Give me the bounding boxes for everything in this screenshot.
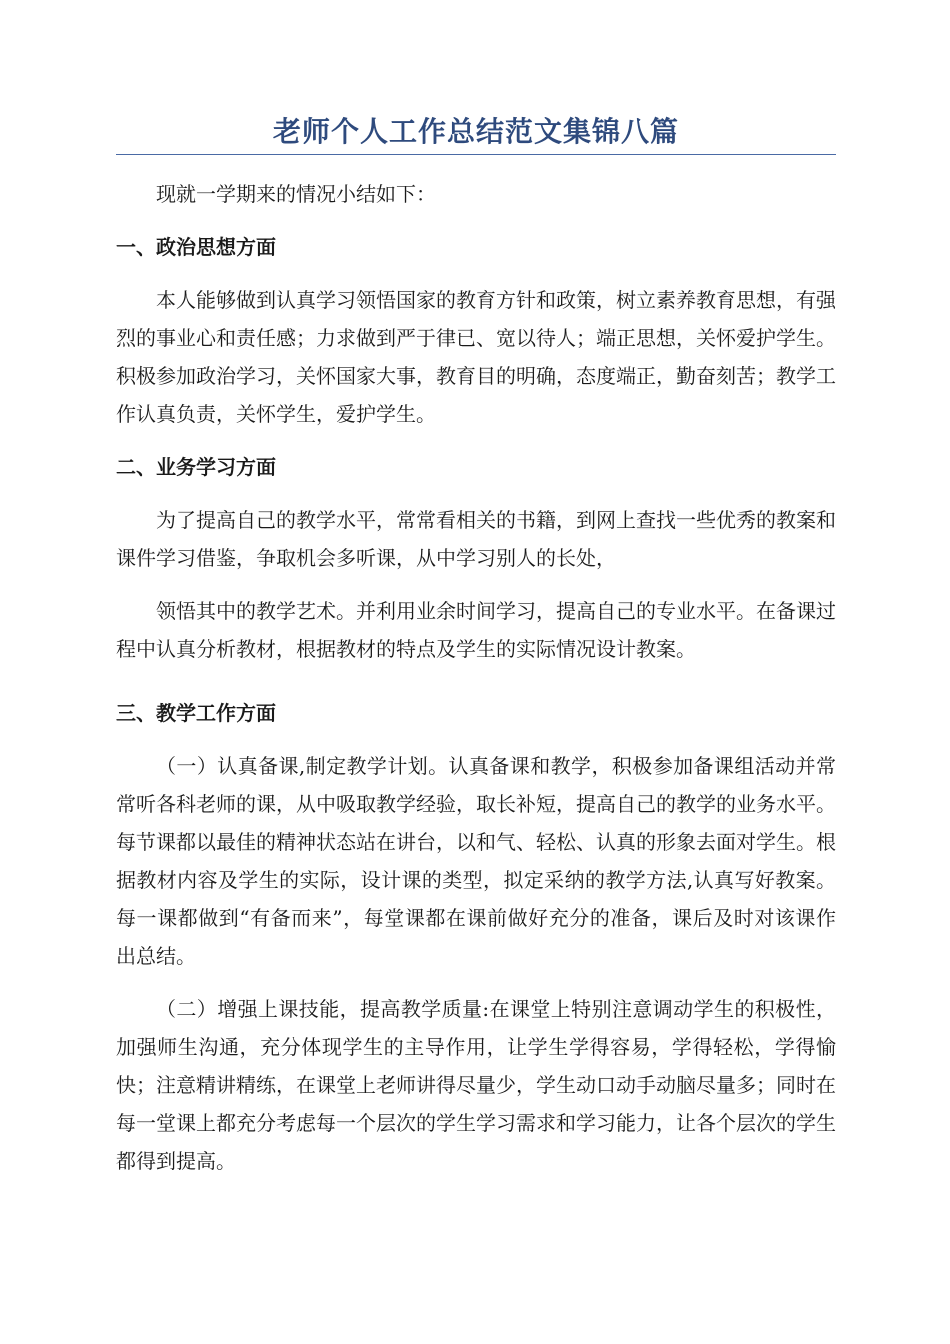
paragraph-teaching-2: （二）增强上课技能，提高教学质量:在课堂上特别注意调动学生的积极性，加强师生沟通，充分体现学生的主导作用，让学生学得容易，学得轻松，学得愉快；注意精讲精练，在课堂上老师讲得尽量少，学生动口动手动脑尽量多；同时在每一堂课上都充分考虑每一个层次的学生学习需求和学习能力，让各个层次的学生都得到提高。	[116, 997, 836, 1173]
document-page	[116, 112, 836, 1180]
paragraph-teaching-1: （一）认真备课,制定教学计划。认真备课和教学，积极参加备课组活动并常常听各科老师的课，从中吸取教学经验，取长补短，提高自己的教学的业务水平。每节课都以最佳的精神状态站在讲台，以和气、轻松、认真的形象去面对学生。根据教材内容及学生的实际，设计课的类型，拟定采纳的教学方法,认真写好教案。每一课都做到“有备而来”，每堂课都在课前做好充分的准备，课后及时对该课作出总结。	[116, 754, 836, 968]
document-title: 老师个人工作总结范文集锦八篇	[116, 112, 836, 155]
paragraph-study-1: 为了提高自己的教学水平，常常看相关的书籍，到网上查找一些优秀的教案和课件学习借鉴，争取机会多听课，从中学习别人的长处，	[116, 508, 836, 570]
section-heading-politics: 一、政治思想方面	[116, 235, 276, 259]
intro-paragraph: 现就一学期来的情况小结如下：	[156, 182, 436, 206]
section-heading-teaching: 三、教学工作方面	[116, 701, 276, 725]
paragraph-politics-1: 本人能够做到认真学习领悟国家的教育方针和政策，树立素养教育思想，有强烈的事业心和责任感；力求做到严于律已、宽以待人；端正思想，关怀爱护学生。积极参加政治学习，关怀国家大事，教育目的明确，态度端正，勤奋刻苦；教学工作认真负责，关怀学生，爱护学生。	[116, 288, 836, 426]
paragraph-study-2: 领悟其中的教学艺术。并利用业余时间学习，提高自己的专业水平。在备课过程中认真分析教材，根据教材的特点及学生的实际情况设计教案。	[116, 599, 836, 661]
section-heading-study: 二、业务学习方面	[116, 455, 276, 479]
